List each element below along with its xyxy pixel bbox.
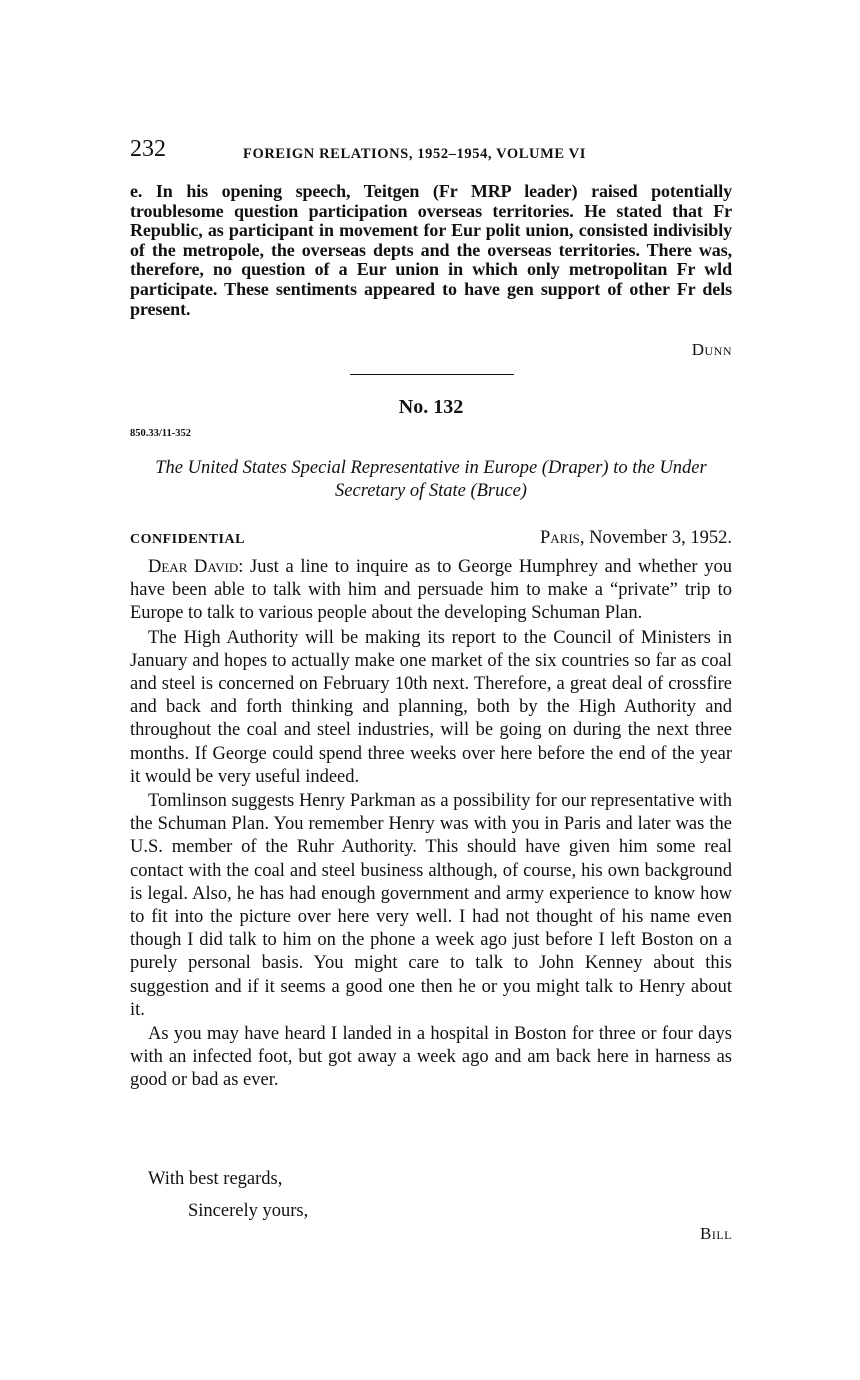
file-number: 850.33/11-352 (130, 428, 191, 439)
letter-paragraph-1-text: : Just a line to inquire as to George Humphrey and whether you have been able to talk with him and persuade him to make a “private” trip to Europe to talk to various people about the developing Schuman Plan. (130, 557, 733, 624)
salutation: Dear David (148, 557, 239, 577)
letter-signature: Bill (700, 1224, 732, 1243)
running-title: FOREIGN RELATIONS, 1952–1954, VOLUME VI (243, 146, 586, 162)
previous-paragraph: e. In his opening speech, Teitgen (Fr MRP leader) raised potentially troublesome question participation overseas territories. He stated that Fr Republic, as participant in movement for Eur polit union, consisted indivisibly of the metropole, the overseas depts and the overseas territories. There was, therefore, no question of a Eur union in which only metropolitan Fr wld participate. These sentiments appeared to have gen support of other Fr dels present. (130, 181, 732, 319)
document-heading: The United States Special Representative in Europe (Draper) to the Under Secretary of State (Bruce) (155, 458, 707, 501)
running-head (130, 136, 732, 168)
classification-label: CONFIDENTIAL (130, 532, 245, 547)
document-number: No. 132 (398, 396, 464, 418)
letter-paragraph-2: The High Authority will be making its report to the Council of Ministers in January and hopes to actually make one market of the six countries so far as coal and steel is concerned on February 10th next. Therefore, a great deal of crossfire and back and forth thinking and planning, both by the High Authority and throughout the coal and steel industries, will be going on during the next three months. If George could spend three weeks over here before the end of the year it would be very useful indeed. (130, 627, 732, 787)
previous-signature: Dunn (691, 340, 732, 359)
letter-paragraph-4: As you may have heard I landed in a hospital in Boston for three or four days with an infected foot, but got away a week ago and am back here in harness as good or bad as ever. (130, 1024, 732, 1091)
section-divider (350, 374, 514, 375)
previous-document-text (130, 182, 732, 319)
page-number: 232 (130, 136, 166, 162)
closing-line: With best regards, (148, 1169, 283, 1189)
place-date-line (540, 528, 732, 549)
place: Paris (539, 528, 580, 548)
letter-paragraph-1 (130, 556, 732, 626)
date: , November 3, 1952. (579, 528, 732, 548)
valediction: Sincerely yours, (188, 1201, 309, 1221)
letter-body (130, 556, 732, 1094)
letter-paragraph-3: Tomlinson suggests Henry Parkman as a possibility for our representative with the Schuman Plan. You remember Henry was with you in Paris and later was the U.S. member of the Ruhr Authority. This should have given him some real contact with the coal and steel business although, of course, his own background is legal. Also, he has had enough government and army experience to know how to fit into the picture over here very well. I had not thought of his name even though I did talk to him on the phone a week ago just before I left Boston on a purely personal basis. You might care to talk to John Kenney about this suggestion and if it seems a good one then he or you might talk to Henry about it. (130, 791, 732, 1020)
